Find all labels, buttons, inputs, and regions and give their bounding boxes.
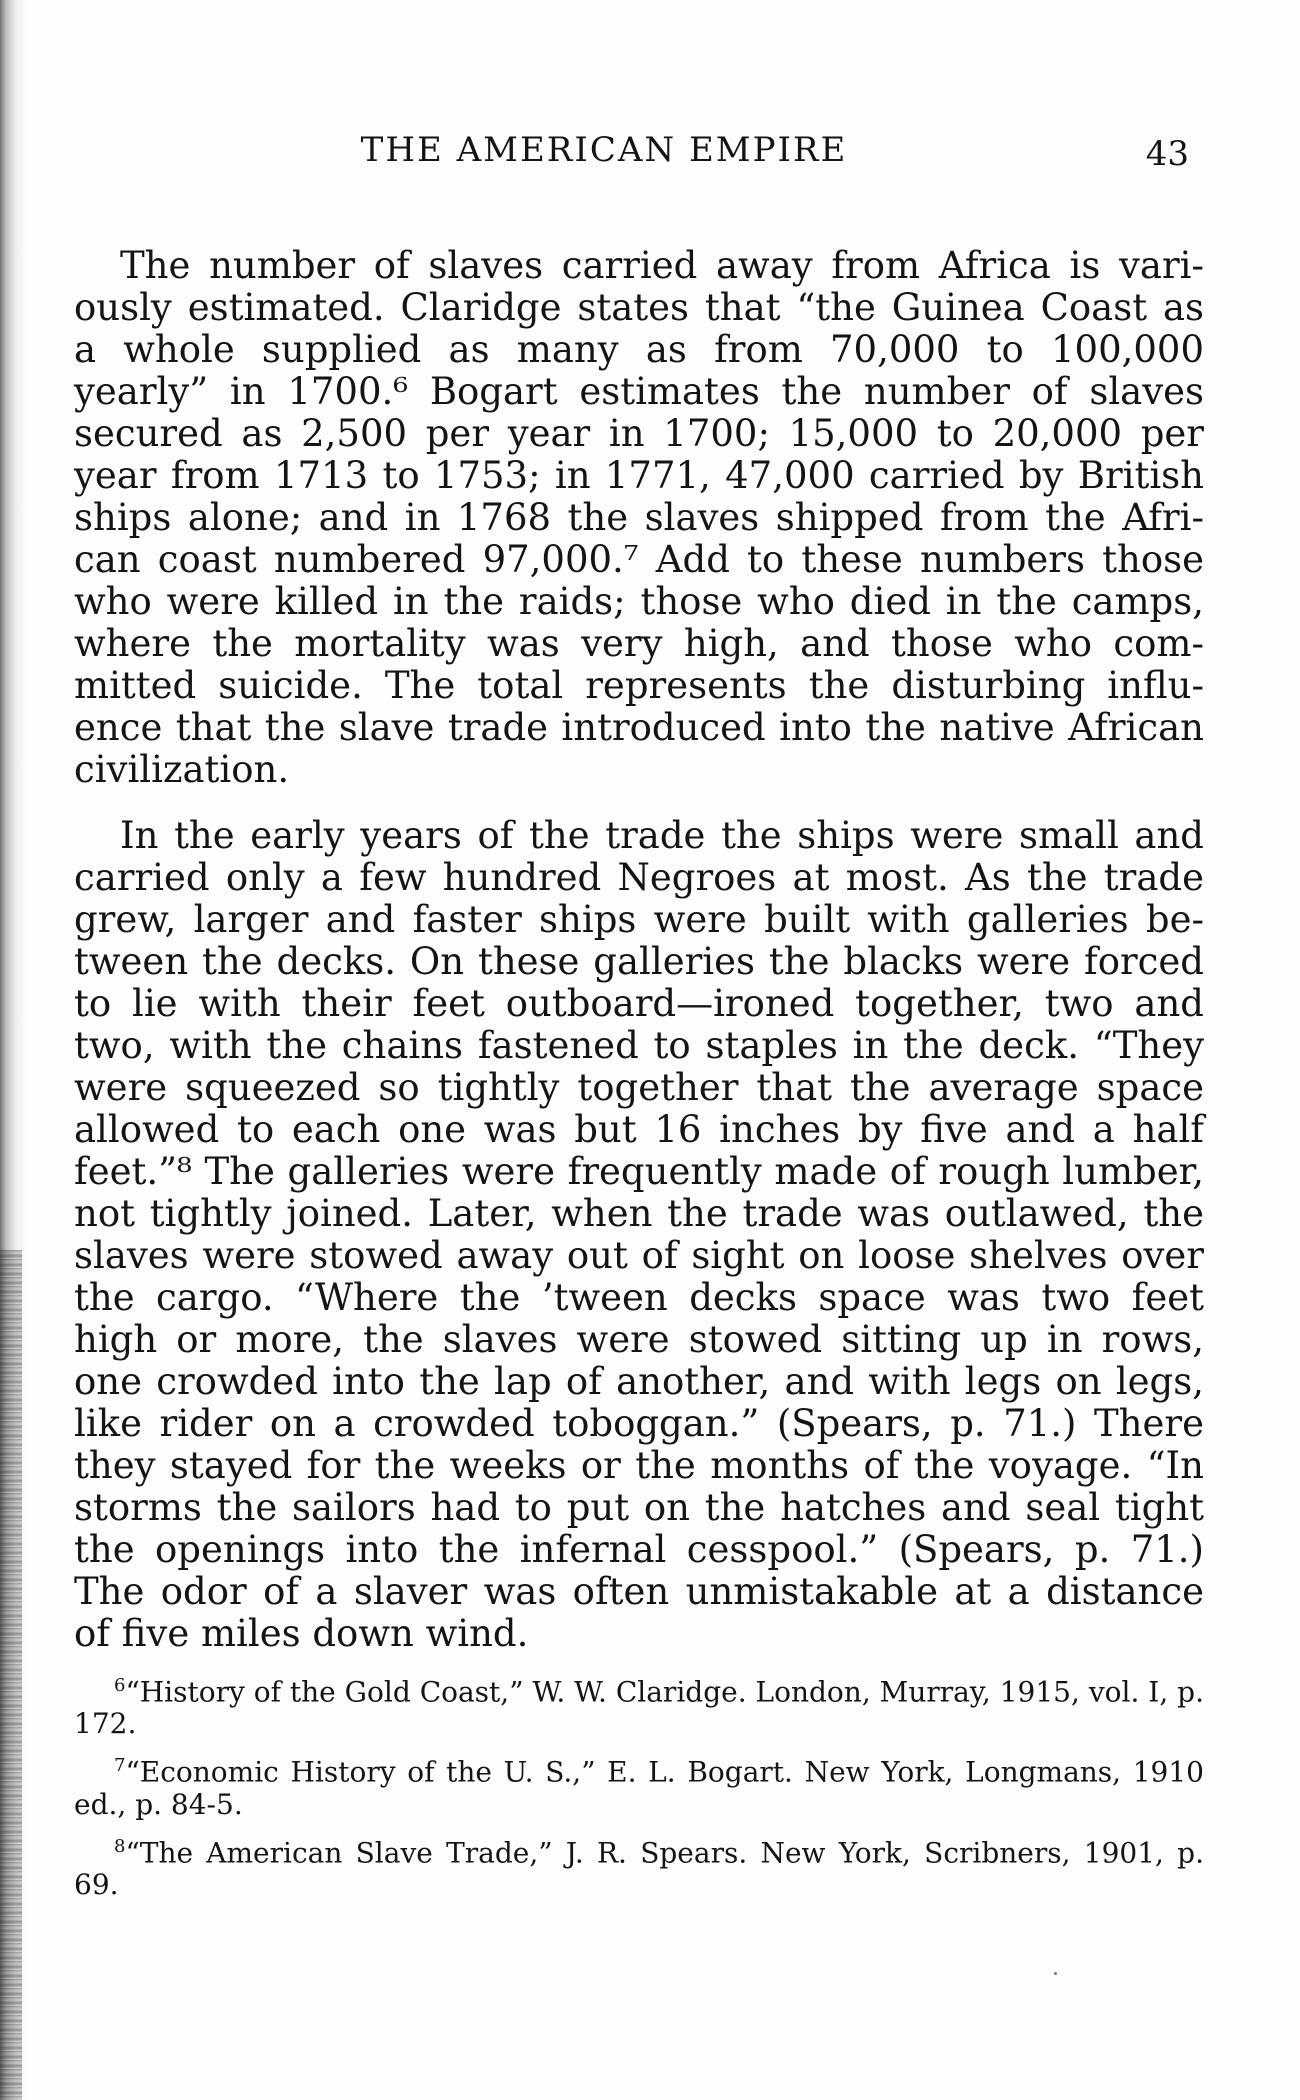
body-text [74,245,1204,1679]
page-number: 43 [1145,134,1189,174]
paragraph-slave-ships: In the early years of the trade the ships were small and carried only a few hundred Negroes at most. As the trade grew, larger and faster ships were built with galleries between the decks. On these galleries the blacks were forced to lie with their feet outboard—ironed together, two and two, with the chains fastened to staples in the deck. “They were squeezed so tightly together that the average space allowed to each one was but 16 inches by five and a half feet.”⁸ The galleries were frequently made of rough lumber, not tightly joined. Later, when the trade was outlawed, the slaves were stowed away out of sight on loose shelves over the cargo. “Where the ’tween decks space was two feet high or more, the slaves were stowed sitting up in rows, one crowded into the lap of another, and with legs on legs, like rider on a crowded toboggan.” (Spears, p. 71.) There they stayed for the weeks or the months of the voyage. “In storms the sailors had to put on the hatches and seal tight the openings into the infernal cesspool.” (Spears, p. 71.) The odor of a slaver was often unmistakable at a distance of five miles down wind. [74,814,1204,1655]
running-title: THE AMERICAN EMPIRE [360,130,848,170]
footnote-text: “Economic History of the U. S.,” E. L. Bogart. New York, Longmans, 1910 ed., p. 84-5. [74,1755,1204,1821]
running-head [74,130,1204,180]
footnote-marker: 7 [114,1755,126,1777]
page-edge-scan-noise [0,1250,22,2100]
footnote-7 [74,1750,1204,1820]
footnote-marker: 8 [114,1835,126,1857]
paragraph-slave-numbers: The number of slaves carried away from Africa is variously estimated. Claridge states that “the Guinea Coast as a whole supplied as many as from 70,000 to 100,000 yearly” in 1700.⁶ Bogart estimates the number of slaves secured as 2,500 per year in 1700; 15,000 to 20,000 per year from 1713 to 1753; in 1771, 47,000 carried by British ships alone; and in 1768 the slaves shipped from the African coast numbered 97,000.⁷ Add to these numbers those who were killed in the raids; those who died in the camps, where the mortality was very high, and those who committed suicide. The total represents the disturbing influence that the slave trade introduced into the native African civilization. [74,244,1204,791]
footnote-6 [74,1670,1204,1740]
footnote-8 [74,1831,1204,1901]
footnote-text: “The American Slave Trade,” J. R. Spears. New York, Scribners, 1901, p. 69. [74,1835,1204,1901]
footnote-marker: 6 [114,1675,126,1696]
stray-pencil-mark [1054,1972,1057,1975]
footnote-text: “History of the Gold Coast,” W. W. Claridge. London, Murray, 1915, vol. I, p. 172. [74,1675,1204,1741]
footnotes [74,1670,1204,1911]
